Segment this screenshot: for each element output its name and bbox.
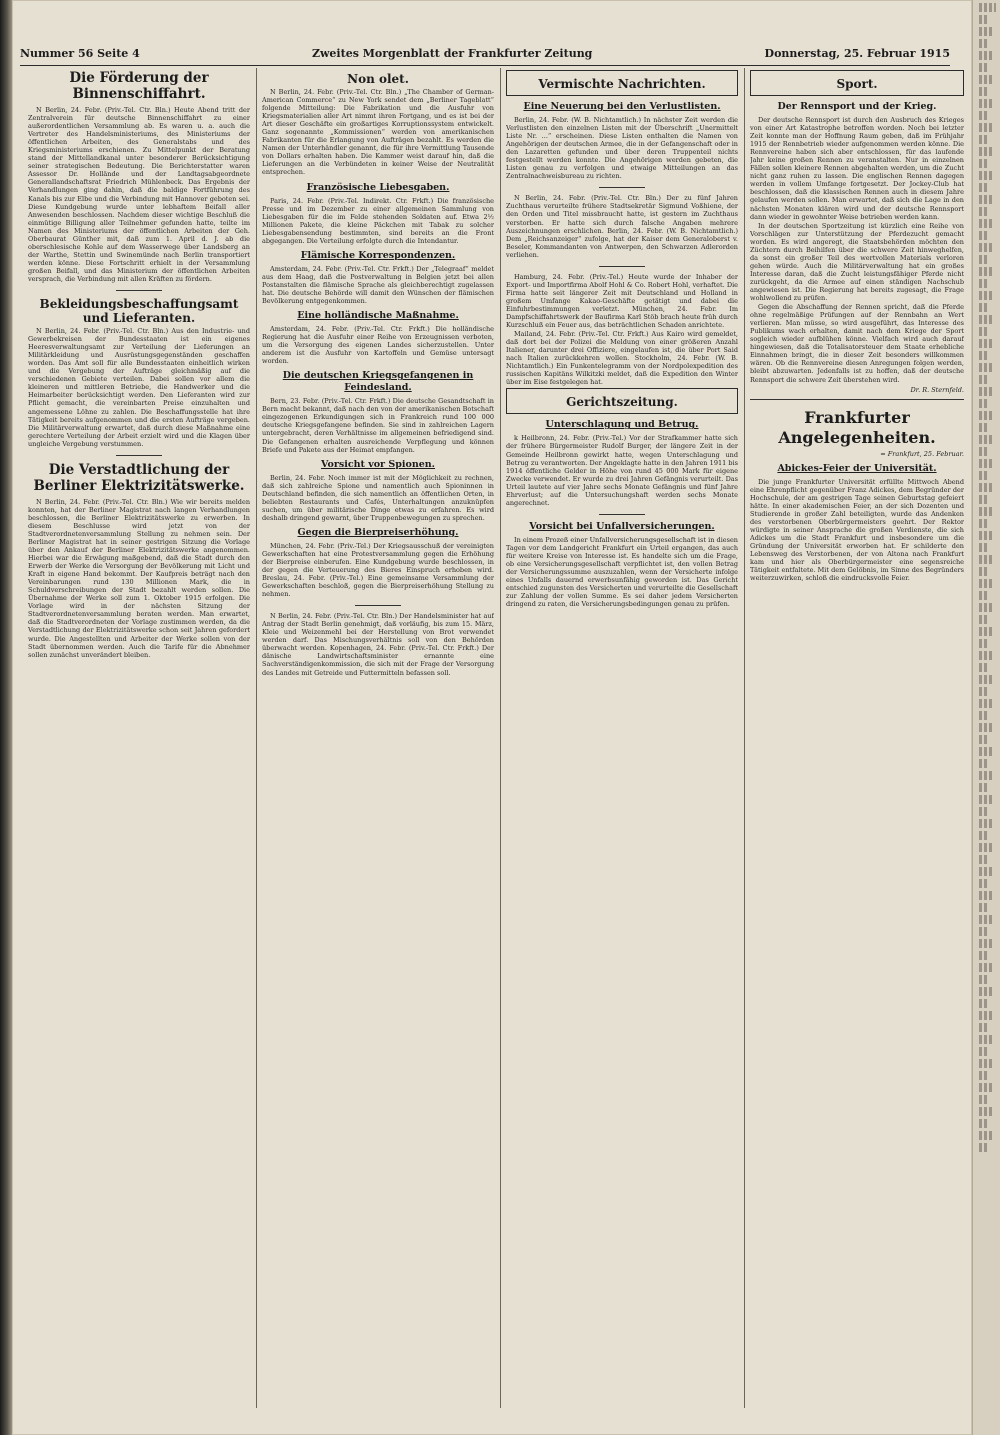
masthead-left: Nummer 56 Seite 4 bbox=[20, 46, 140, 60]
adjacent-text-line bbox=[979, 1071, 987, 1080]
adjacent-text-line bbox=[979, 435, 994, 444]
adjacent-text-line bbox=[979, 735, 987, 744]
adjacent-text-line bbox=[979, 399, 987, 408]
article-subhead: Flämische Korrespondenzen. bbox=[300, 249, 456, 261]
adjacent-text-line bbox=[979, 771, 994, 780]
adjacent-page-edge bbox=[972, 0, 1000, 1435]
article-subhead: Vorsicht vor Spionen. bbox=[321, 458, 435, 470]
adjacent-text-line bbox=[979, 375, 987, 384]
adjacent-text-line bbox=[979, 999, 987, 1008]
article-body: Berlin, 24. Febr. Noch immer ist mit der Möglichkeit zu rechnen, daß sich zahlreiche Spione und namentlich auch Spioninnen in Deutschland befinden, die sich namentlich an öffentlichen Orten, in beliebten Restaurants und Cafés, Unterhaltungen anzuknüpfen suchen, um über militärische Dinge etwas zu erfahren. Es wird deshalb dringend gewarnt, über Truppenbewegungen zu sprechen. bbox=[262, 473, 494, 522]
article-body: In der deutschen Sportzeitung ist kürzlich eine Reihe von Vorschlägen zur Unterstützung der Pferdezucht gemacht worden. Es wird angeregt, die Staatsbehörden möchten den Züchtern durch Beihilfen über die schwere Zeit hinweghelfen, da sonst ein großer Teil des wertvollen Materials verloren gehen würde. Auch die Militärverwaltung hat ein großes Interesse daran, daß die Zucht leistungsfähiger Pferde nicht zurückgeht, da die Armee auf einen ständigen Nachschub angewiesen ist. Die Regierung hat bereits zugesagt, die Frage wohlwollend zu prüfen. bbox=[750, 221, 964, 303]
adjacent-text-line bbox=[979, 759, 987, 768]
article-body: N Berlin, 24. Febr. (Priv.-Tel. Ctr. Bln.) Wie wir bereits melden konnten, hat der Berliner Magistrat nach langen Verhandlungen beschlossen, die Berliner Elektrizitätswerke zu erwerben. In diesem Beschlusse wird jetzt von der Stadtverordnetenversammlung Stellung zu nehmen sein. Der Berliner Magistrat hat in seiner gestrigen Sitzung die Vorlage über den Ankauf der Berliner Elektrizitätswerke angenommen. Hierbei war die Erwägung maßgebend, daß die Stadt durch den Erwerb der Werke die Versorgung der Bevölkerung mit Licht und Kraft in eigene Hand bekommt. Der Kaufpreis beträgt nach den Vereinbarungen rund 130 Millionen Mark, die in Schuldverschreibungen der Stadt bezahlt werden sollen. Die Übernahme der Werke soll zum 1. Oktober 1915 erfolgen. Die Vorlage wird in der nächsten Sitzung der Stadtverordnetenversammlung beraten werden. Man erwartet, daß die Stadtverordneten der Vorlage zustimmen werden, da die Verstadtlichung der Elektrizitätswerke schon seit Jahren gefordert wurde. Die Angestellten und Arbeiter der Werke sollen von der Stadt übernommen werden. Auch die Tarife für die Abnehmer sollen zunächst unverändert bleiben. bbox=[28, 497, 250, 659]
adjacent-text-line bbox=[979, 843, 994, 852]
article-body: N Berlin, 24. Febr. (Priv.-Tel. Ctr. Bln.) Der zu fünf Jahren Zuchthaus verurteilte frühere Stadtsekretär Sigmund Voßhiene, der den Orden und Titel missbraucht hatte, ist gestern im Zuchthaus verstorben. Er hatte sich durch falsche Angaben mehrere Auszeichnungen erschlichen. Berlin, 24. Febr. (W. B. Nichtamtlich.) Dem „Reichsanzeiger“ zufolge, hat der Kaiser dem Generaloberst v. Beseler, Kommandanten von Antwerpen, den Schwarzen Adlerorden verliehen. bbox=[506, 194, 738, 259]
adjacent-text-line bbox=[979, 855, 987, 864]
adjacent-text-line bbox=[979, 507, 994, 516]
column-2 bbox=[262, 68, 494, 1418]
adjacent-text-line bbox=[979, 1107, 994, 1116]
adjacent-text-line bbox=[979, 675, 994, 684]
adjacent-text-line bbox=[979, 591, 987, 600]
column-1 bbox=[28, 68, 250, 1418]
adjacent-text-line bbox=[979, 663, 987, 672]
adjacent-text-line bbox=[979, 747, 994, 756]
adjacent-text-line bbox=[979, 279, 987, 288]
adjacent-text-line bbox=[979, 543, 987, 552]
article-body: Amsterdam, 24. Febr. (Priv.-Tel. Ctr. Frkft.) Der „Telegraaf“ meldet aus dem Haag, daß die Postverwaltung in Belgien jetzt bei allen Postanstalten die flämische Sprache als gleichberechtigt zugelassen hat. Die deutsche Behörde will damit den Wünschen der flämischen Bevölkerung entgegenkommen. bbox=[262, 264, 494, 305]
author-signature: Dr. R. Sternfeld. bbox=[910, 385, 964, 394]
article-body: Paris, 24. Febr. (Priv.-Tel. Indirekt. Ctr. Frkft.) Die französische Presse und im Dezember zu einer allgemeinen Sammlung von Liebesgaben für die im Felde stehenden Soldaten auf. Etwa 2½ Millionen Pakete, die kleine Päckchen mit Tabak zu solcher Liebesgabensendung bestimmten, sind bereits an die Front abgegangen. Die Verteilung erfolgte durch die Intendantur. bbox=[262, 196, 494, 245]
adjacent-text-line bbox=[979, 1059, 994, 1068]
adjacent-text-line bbox=[979, 903, 987, 912]
article-body: k Heilbronn, 24. Febr. (Priv.-Tel.) Vor der Strafkammer hatte sich der frühere Bürgermeister Rudolf Burger, der längere Zeit in der Gemeinde Heilbronn gewirkt hatte, wegen Unterschlagung und Betrug zu verantworten. Der Angeklagte hatte in den Jahren 1911 bis 1914 öffentliche Gelder in Höhe von rund 45 000 Mark für eigene Zwecke verwendet. Er wurde zu drei Jahren Gefängnis verurteilt. Das Urteil lautete auf vier Jahre sechs Monate Gefängnis und fünf Jahre Ehrverlust; auf die Untersuchungshaft werden sechs Monate angerechnet. bbox=[506, 434, 738, 507]
adjacent-text-line bbox=[979, 123, 994, 132]
adjacent-text-line bbox=[979, 327, 987, 336]
adjacent-text-line bbox=[979, 423, 987, 432]
adjacent-text-line bbox=[979, 219, 994, 228]
article-subhead: Eine holländische Maßnahme. bbox=[297, 310, 459, 322]
section-title: Frankfurter Angelegenheiten. bbox=[778, 407, 936, 447]
adjacent-text-line bbox=[979, 207, 987, 216]
adjacent-text-line bbox=[979, 699, 994, 708]
section-headline: Gerichtszeitung. bbox=[566, 395, 678, 410]
adjacent-text-line bbox=[979, 795, 994, 804]
adjacent-text-line bbox=[979, 75, 994, 84]
article-headline: Bekleidungsbeschaffungsamt und Lieferanten. bbox=[39, 297, 239, 326]
adjacent-text-line bbox=[979, 1119, 987, 1128]
masthead bbox=[20, 44, 950, 66]
adjacent-text-line bbox=[979, 1035, 994, 1044]
adjacent-text-line bbox=[979, 975, 987, 984]
section-divider bbox=[355, 605, 401, 606]
article-subhead: Eine Neuerung bei den Verlustlisten. bbox=[523, 101, 721, 112]
adjacent-text-line bbox=[979, 891, 994, 900]
article-subhead: Vorsicht bei Unfallversicherungen. bbox=[529, 520, 715, 532]
adjacent-text-line bbox=[979, 15, 987, 24]
adjacent-text-line bbox=[979, 195, 994, 204]
adjacent-text-line bbox=[979, 687, 987, 696]
article-subhead: Abickes-Feier der Universität. bbox=[777, 462, 937, 474]
adjacent-text-line bbox=[979, 963, 994, 972]
adjacent-text-line bbox=[979, 615, 987, 624]
article-body: Die junge Frankfurter Universität erfüllte Mittwoch Abend eine Ehrenpflicht gegenüber Franz Adickes, dem Begründer der Hochschule, der am gestrigen Tage seinen Geburtstag gefeiert hätte. In einer akademischen Feier, an der sich Dozenten und Studierende in großer Zahl beteiligten, wurde das Andenken des verstorbenen Oberbürgermeisters geehrt. Der Rektor würdigte in seiner Ansprache die großen Verdienste, die sich Adickes um die Stadt Frankfurt und insbesondere um die Gründung der Universität erworben hat. Er schilderte den Lebensweg des Verstorbenen, der von Altona nach Frankfurt kam und hier als Oberbürgermeister eine segensreiche Tätigkeit entfaltete. Mit dem Gelöbnis, im Sinne des Begründers weiterzuwirken, schloß die eindrucksvolle Feier. bbox=[750, 477, 964, 583]
article-headline: Non olet. bbox=[347, 72, 409, 86]
column-3 bbox=[506, 68, 738, 1418]
section-divider bbox=[599, 187, 645, 188]
adjacent-text-line bbox=[979, 1047, 987, 1056]
adjacent-text-line bbox=[979, 39, 987, 48]
adjacent-text-line bbox=[979, 159, 987, 168]
adjacent-text-line bbox=[979, 831, 987, 840]
adjacent-text-line bbox=[979, 471, 987, 480]
adjacent-text-line bbox=[979, 531, 994, 540]
adjacent-text-line bbox=[979, 339, 994, 348]
adjacent-text-line bbox=[979, 519, 987, 528]
article-body: N Berlin, 24. Febr. (Priv.-Tel. Ctr. Bln.) Aus den Industrie- und Gewerbekreisen der Bundesstaaten ist ein eigenes Heeresverwaltungsamt zur Verteilung der Lieferungen an Militärkleidung und Ausrüstungsgegenständen geschaffen worden. Das Amt soll für alle Bundesstaaten einheitlich wirken und die Vergebung der Aufträge gleichmäßig auf die verschiedenen Gebiete verteilen. Dabei sollen vor allem die kleineren und mittleren Betriebe, die Handwerker und die Heimarbeiter berücksichtigt werden. Den Lieferanten wird zur Pflicht gemacht, die vereinbarten Preise einzuhalten und angemessene Löhne zu zahlen. Die Beschaffungsstelle hat ihre Tätigkeit bereits aufgenommen und die ersten Aufträge vergeben. Die Militärverwaltung erwartet, daß durch diese Maßnahme eine gerechtere Verteilung der Arbeit erzielt wird und die Klagen über ungleiche Vergebung verstummen. bbox=[28, 327, 250, 448]
adjacent-text-line bbox=[979, 567, 987, 576]
article-headline: Die Verstadtlichung der Berliner Elektrizitätswerke. bbox=[33, 461, 245, 494]
adjacent-text-line bbox=[979, 171, 994, 180]
article-body: Gegen die Abschaffung der Rennen spricht, daß die Pferde ohne regelmäßige Prüfungen auf der Rennbahn an Wert verlieren. Man müsse, so wird ausgeführt, das Interesse des Publikums wach erhalten, damit nach dem Kriege der Sport sogleich wieder aufblühen könne. Vielfach wird auch darauf hingewiesen, daß die Totalisatorsteuer dem Staate erhebliche Einnahmen bringt, die in dieser Zeit besonders willkommen wären. Ob die Rennvereine diesen Anregungen folgen werden, bleibt abzuwarten. Jedenfalls ist zu hoffen, daß der deutsche Rennsport die schwere Zeit überstehen wird. bbox=[750, 303, 964, 384]
column-4 bbox=[750, 68, 964, 1418]
adjacent-text-line bbox=[979, 183, 987, 192]
article-body: Amsterdam, 24. Febr. (Priv.-Tel. Ctr. Frkft.) Die holländische Regierung hat die Ausfuhr einer Reihe von Erzeugnissen verboten, um die Versorgung des eigenen Landes sicherzustellen. Unter anderem ist die Ausfuhr von Kartoffeln und Gemüse untersagt worden. bbox=[262, 325, 494, 366]
section-header-box bbox=[750, 70, 964, 96]
masthead-right: Donnerstag, 25. Februar 1915 bbox=[764, 46, 950, 60]
article-body: N Berlin, 24. Febr. (Priv.-Tel. Ctr. Bln.) „The Chamber of German-American Commerce“ zu New York sendet dem „Berliner Tageblatt“ folgende Mitteilung: Die Fabrikation und die Ausfuhr von Kriegsmaterialien aller Art nimmt ihren Fortgang, und es ist bei der Art dieser Geschäfte ein großartiges Korruptionssystem entwickelt. Ganz sogenannte „Kommissionen“ werden von amerikanischen Fabrikanten für die Erlangung von Aufträgen bezahlt. Es werden die Namen der Unterhändler genannt, die für ihre Vermittlung Tausende von Dollars erhalten haben. Die Kammer weist darauf hin, daß die Lieferungen an die Verbündeten in keiner Weise der Neutralität entsprechen. bbox=[262, 88, 494, 177]
article-body: N Berlin, 24. Febr. (Priv.-Tel. Ctr. Bln.) Heute Abend tritt der Zentralverein für deutsche Binnenschiffahrt zu einer außerordentlichen Versammlung ab. Es waren u. a. auch die Vertreter des Handelsministeriums, des Ministeriums der öffentlichen Arbeiten, des Generalstabs und des Kriegsministeriums erschienen. Zu Mittelpunkt der Beratung stand der Mittellandkanal unter besonderer Berücksichtigung seiner strategischen Bedeutung. Die Berichterstatter waren Assessor Dr. Hollände und der Landtagsabgeordnete Generallandschaftsrat Friedrich Mühlenbeck. Das Ergebnis der Verhandlungen ging dahin, daß die baldige Fortführung des Kanals bis zur Elbe und die Verbindung mit Hannover geboten sei. Diese Kundgebung wurde unter lebhaftem Beifall aller Anwesenden beschlossen. Nachdem dieser wichtige Beschluß die einmütige Billigung aller Teilnehmer gefunden hatte, teilte im Namen des Ministeriums der öffentlichen Arbeiten der Geh. Oberbaurat Günther mit, daß zum 1. April d. J. ab die oberschlesische Kohle auf dem Wasserwege über Landsberg an der Warthe, Stettin und Swinemünde nach Berlin transportiert werden könne. Diese Fortschritt erhielt in der Versammlung großen Beifall, und das Ministerium der öffentlichen Arbeiten versprach, die Verbindung mit allen Kräften zu fördern. bbox=[28, 106, 250, 283]
dateline: = Frankfurt, 25. Februar. bbox=[880, 449, 964, 458]
adjacent-text-line bbox=[979, 315, 994, 324]
adjacent-text-line bbox=[979, 459, 994, 468]
adjacent-text-line bbox=[979, 387, 994, 396]
section-divider bbox=[599, 514, 645, 515]
adjacent-text-line bbox=[979, 723, 994, 732]
article-body: Hamburg, 24. Febr. (Priv.-Tel.) Heute wurde der Inhaber der Export- und Importfirma Abolf Hohl & Co. Robert Hohl, verhaftet. Die Firma hatte seit längerer Zeit mit Deutschland und Holland in großem Umfange Kakao-Geschäfte getätigt und dabei die Einfuhrbestimmungen verletzt. München, 24. Febr. Im Dampfschiffahrtswerk der Baufirma Karl Stöb brach heute früh durch Kurzschluß ein Feuer aus, das beträchtlichen Schaden anrichtete. bbox=[506, 272, 738, 330]
article-headline: Die Förderung der Binnenschiffahrt. bbox=[69, 70, 209, 102]
section-divider bbox=[116, 290, 162, 291]
adjacent-text-line bbox=[979, 147, 994, 156]
adjacent-text-line bbox=[979, 819, 994, 828]
adjacent-text-line bbox=[979, 951, 987, 960]
adjacent-text-line bbox=[979, 483, 994, 492]
adjacent-text-line bbox=[979, 291, 994, 300]
adjacent-text-line bbox=[979, 447, 987, 456]
adjacent-text-line bbox=[979, 1131, 994, 1140]
section-divider bbox=[750, 399, 964, 400]
article-subhead: Der Rennsport und der Krieg. bbox=[777, 101, 937, 112]
article-subhead: Unterschlagung und Betrug. bbox=[545, 419, 699, 431]
article-body: N Berlin, 24. Febr. (Priv.-Tel. Ctr. Bln.) Der Handelsminister hat auf Antrag der Stadt Berlin genehmigt, daß vorläufig, bis zum 15. März, Kleie und Weizenmehl bei der Herstellung von Brot verwendet werden darf. Das Mischungsverhältnis soll von den Behörden überwacht werden. Kopenhagen, 24. Febr. (Priv.-Tel. Ctr. Frkft.) Der dänische Landwirtschaftsminister ernannte eine Sachverständigenkommission, die sich mit der Frage der Versorgung des Landes mit Getreide und Futtermitteln befassen soll. bbox=[262, 612, 494, 677]
article-subhead: Die deutschen Kriegsgefangenen in Feindesland. bbox=[282, 370, 474, 394]
adjacent-text-line bbox=[979, 879, 987, 888]
adjacent-text-line bbox=[979, 1083, 994, 1092]
adjacent-text-line bbox=[979, 1095, 987, 1104]
adjacent-text-line bbox=[979, 27, 994, 36]
section-header-box bbox=[506, 388, 738, 414]
section-divider bbox=[599, 266, 645, 267]
section-headline: Vermischte Nachrichten. bbox=[538, 77, 706, 91]
adjacent-text-line bbox=[979, 111, 987, 120]
adjacent-text-line bbox=[979, 255, 987, 264]
adjacent-text-line bbox=[979, 51, 994, 60]
adjacent-text-line bbox=[979, 1011, 994, 1020]
section-divider bbox=[116, 455, 162, 456]
adjacent-text-line bbox=[979, 243, 994, 252]
section-headline: Sport. bbox=[836, 77, 878, 91]
article-subhead: Französische Liebesgaben. bbox=[306, 181, 450, 193]
adjacent-text-line bbox=[979, 351, 987, 360]
section-header-box bbox=[506, 70, 738, 96]
adjacent-text-line bbox=[979, 807, 987, 816]
adjacent-text-line bbox=[979, 231, 987, 240]
column-rule bbox=[744, 68, 745, 1408]
adjacent-text-line bbox=[979, 915, 994, 924]
column-rule bbox=[256, 68, 257, 1408]
adjacent-text-line bbox=[979, 363, 994, 372]
adjacent-text-line bbox=[979, 135, 987, 144]
column-rule bbox=[500, 68, 501, 1408]
article-body: In einem Prozeß einer Unfallversicherungsgesellschaft ist in diesen Tagen vor dem Landgericht Frankfurt ein Urteil ergangen, das auch für weitere Kreise von Interesse ist. Es handelte sich um die Frage, ob eine Versicherungsgesellschaft verpflichtet ist, den vollen Betrag der Versicherungssumme auszuzahlen, wenn der Versicherte infolge eines Unfalls dauernd erwerbsunfähig geworden ist. Das Gericht entschied zugunsten des Versicherten und verurteilte die Gesellschaft zur Zahlung der vollen Summe. Es sei daher jedem Versicherten dringend zu raten, die Versicherungsbedingungen genau zu prüfen. bbox=[506, 535, 738, 609]
adjacent-text-line bbox=[979, 555, 994, 564]
article-body: Der deutsche Rennsport ist durch den Ausbruch des Krieges von einer Art Katastrophe betroffen worden. Noch bei letzter Zeit konnte man der Hoffnung Raum geben, daß im Frühjahr 1915 der Rennbetrieb wieder aufgenommen werden könne. Die Rennvereine haben sich aber entschlossen, für das laufende Jahr keine großen Rennen zu veranstalten. Nur in einzelnen Fällen sollen kleinere Rennen abgehalten werden, um die Zucht nicht ganz ruhen zu lassen. Die englischen Rennen dagegen werden in vollem Umfange fortgesetzt. Der Jockey-Club hat beschlossen, daß die klassischen Rennen auch in diesem Jahre gelaufen werden sollen. Man erwartet, daß sich die Lage in den nächsten Monaten klären wird und der deutsche Rennsport dann wieder in gewohnter Weise betrieben werden kann. bbox=[750, 116, 964, 221]
adjacent-text-line bbox=[979, 267, 994, 276]
adjacent-text-line bbox=[979, 87, 987, 96]
adjacent-text-line bbox=[979, 711, 987, 720]
adjacent-text-line bbox=[979, 939, 994, 948]
adjacent-text-line bbox=[979, 63, 987, 72]
article-body: Mailand, 24. Febr. (Priv.-Tel. Ctr. Frkft.) Aus Kairo wird gemeldet, daß dort bei der Polizei die Meldung von einer größeren Anzahl Italiener, darunter drei Offiziere, eingelaufen ist, die über Port Said nach Italien zurückkehren wollen. Stockholm, 24. Febr. (W. B. Nichtamtlich.) Ein Funkentelegramm von der Nordpolexpedition des russischen Kapitäns Wilkitzki meldet, daß die Expedition den Winter über im Eise festgelegen hat. bbox=[506, 330, 738, 387]
adjacent-text-line bbox=[979, 303, 987, 312]
adjacent-text-line bbox=[979, 1143, 987, 1152]
adjacent-text-line bbox=[979, 603, 994, 612]
book-spine bbox=[0, 0, 12, 1435]
article-body: Berlin, 24. Febr. (W. B. Nichtamtlich.) In nächster Zeit werden die Verlustlisten den einzelnen Listen mit der Überschrift „Unermittelt Liste Nr. ...“ erscheinen. Diese Listen enthalten die Namen von Angehörigen der deutschen Armee, die in der Gefangenschaft oder in den Lazaretten gefunden und über deren Truppenteil nichts festgestellt werden konnte. Die Angehörigen werden gebeten, die Listen genau zu verfolgen und etwaige Mitteilungen an das Zentralnachweisbureau zu richten. bbox=[506, 116, 738, 181]
adjacent-text-line bbox=[979, 627, 994, 636]
adjacent-text-line bbox=[979, 495, 987, 504]
adjacent-text-line bbox=[979, 639, 987, 648]
adjacent-text-line bbox=[979, 3, 996, 12]
adjacent-text-line bbox=[979, 783, 987, 792]
adjacent-text-line bbox=[979, 579, 994, 588]
adjacent-text-line bbox=[979, 927, 987, 936]
adjacent-text-line bbox=[979, 651, 994, 660]
adjacent-text-line bbox=[979, 1023, 987, 1032]
adjacent-text-line bbox=[979, 99, 994, 108]
article-body: München, 24. Febr. (Priv.-Tel.) Der Kriegsausschuß der vereinigten Gewerkschaften hat eine Protestversammlung gegen die Erhöhung der Bierpreise einberufen. Eine Kundgebung wurde beschlossen, in der gegen die Verteuerung des Bieres Einspruch erhoben wird. Breslau, 24. Febr. (Priv.-Tel.) Eine gemeinsame Versammlung der Gewerkschaften beschloß, gegen die Bierpreiserhöhung Stellung zu nehmen. bbox=[262, 541, 494, 599]
article-subhead: Gegen die Bierpreiserhöhung. bbox=[297, 526, 459, 538]
masthead-center: Zweites Morgenblatt der Frankfurter Zeitung bbox=[311, 46, 593, 60]
article-body: Bern, 23. Febr. (Priv.-Tel. Ctr. Frkft.) Die deutsche Gesandtschaft in Bern macht bekannt, daß nach den von der amerikanischen Botschaft eingezogenen Erkundigungen sich in Frankreich rund 100 000 deutsche Kriegsgefangene befinden. Sie sind in zahlreichen Lagern untergebracht, deren Verhältnisse im allgemeinen befriedigend sind. Die Gefangenen erhalten ausreichende Verpflegung und können Briefe und Pakete aus der Heimat empfangen. bbox=[262, 397, 494, 454]
adjacent-text-line bbox=[979, 411, 994, 420]
adjacent-text-line bbox=[979, 987, 994, 996]
adjacent-text-line bbox=[979, 867, 994, 876]
